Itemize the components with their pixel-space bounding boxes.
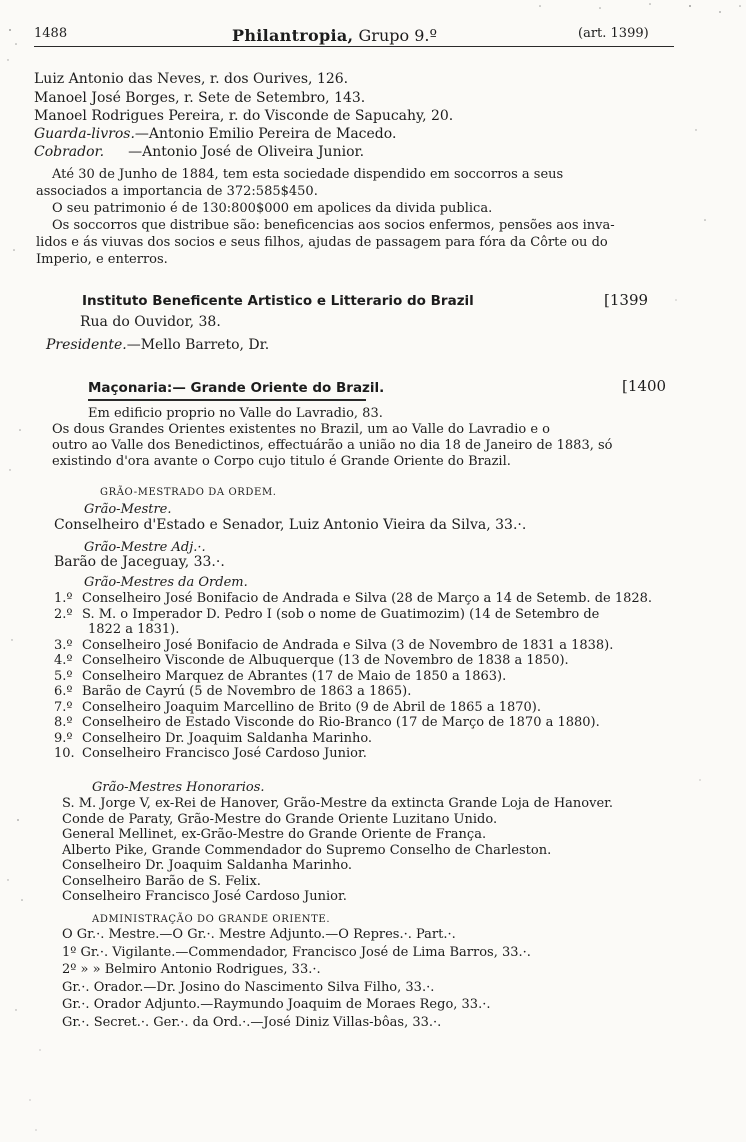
cobrador-line [34, 144, 364, 161]
ordem-item-text: Conselheiro José Bonifacio de Andrada e Silva (3 de Novembro de 1831 a 1838). [82, 637, 614, 653]
maconaria-line: outro ao Valle dos Benedictinos, effectuárão a união no dia 18 de Janeiro de 1883, só [52, 438, 613, 453]
grao-mestre-label: Grão-Mestre. [84, 502, 172, 517]
ordem-item-number: 8.º [54, 715, 73, 730]
administracao-line: Gr.·. Orador Adjunto.—Raymundo Joaquim de Moraes Rego, 33.·. [62, 997, 491, 1012]
grao-mestre-adjunto-entry: Barão de Jaceguay, 33.·. [54, 554, 225, 570]
ordem-item-text: Conselheiro José Bonifacio de Andrada e Silva (28 de Março a 14 de Setemb. de 1828. [82, 591, 653, 606]
ordem-item-number: 7.º [54, 699, 73, 715]
maconaria-title: Maçonaria:— Grande Oriente do Brazil. [88, 380, 385, 396]
honorario-item: Alberto Pike, Grande Commendador do Supremo Conselho de Charleston. [62, 842, 552, 858]
guarda-livros-name: —Antonio Emilio Pereira de Macedo. [134, 126, 397, 142]
grao-mestrado-heading: GRÃO-MESTRADO DA ORDEM. [100, 487, 277, 498]
ordem-item-number: 2.º [54, 606, 73, 622]
president-name: —Mello Barreto, Dr. [126, 337, 270, 353]
running-title-bold: Philantropia, [232, 26, 354, 45]
ordem-item-number: 9.º [54, 730, 73, 746]
maconaria-title-rule [88, 399, 366, 401]
ordem-item-number: 10. [54, 746, 75, 761]
intro-line: Manoel Rodrigues Pereira, r. do Visconde de Sapucahy, 20. [34, 108, 454, 124]
honorario-item: Conselheiro Dr. Joaquim Saldanha Marinho. [62, 858, 353, 873]
honorarios-label: Grão-Mestres Honorarios. [92, 780, 265, 795]
paragraph-line: O seu patrimonio é de 130:800$000 em apolices da divida publica. [52, 201, 493, 216]
ordem-item-text: Conselheiro de Estado Visconde do Rio-Branco (17 de Março de 1870 a 1880). [82, 715, 600, 730]
ordem-item-number: 1.º [54, 591, 73, 606]
ordem-item-text: S. M. o Imperador D. Pedro I (sob o nome de Guatimozim) (14 de Setembro de [82, 606, 600, 622]
honorario-item: Conselheiro Francisco José Cardoso Junior. [62, 889, 347, 904]
ordem-item-number: 5.º [54, 668, 73, 684]
paragraph-line: Até 30 de Junho de 1884, tem esta sociedade dispendido em soccorros a seus [52, 167, 564, 182]
intro-line: Manoel José Borges, r. Sete de Setembro, 143. [34, 90, 366, 106]
header-rule [34, 46, 674, 47]
guarda-livros-line [34, 126, 396, 143]
cobrador-role: Cobrador. [34, 144, 105, 160]
ordem-item-text: Conselheiro Francisco José Cardoso Junior. [82, 746, 367, 761]
ordem-item-continuation: 1822 a 1831). [88, 622, 180, 637]
article-reference: (art. 1399) [578, 26, 649, 41]
ordem-item-text: Conselheiro Marquez de Abrantes (17 de Maio de 1850 a 1863). [82, 668, 507, 684]
president-role: Presidente. [46, 337, 127, 353]
instituto-president [46, 337, 269, 354]
ordem-item-text: Conselheiro Visconde de Albuquerque (13 de Novembro de 1838 a 1850). [82, 653, 569, 668]
honorario-item: S. M. Jorge V, ex-Rei de Hanover, Grão-Mestre da extincta Grande Loja de Hanover. [62, 796, 614, 811]
administracao-line: Gr.·. Secret.·. Ger.·. da Ord.·.—José Diniz Villas-bôas, 33.·. [62, 1014, 442, 1030]
grao-mestres-ordem-label: Grão-Mestres da Ordem. [84, 575, 248, 590]
ordem-item-text: Conselheiro Dr. Joaquim Saldanha Marinho. [82, 730, 373, 746]
ordem-item-text: Barão de Cayrú (5 de Novembro de 1863 a 1865). [82, 684, 412, 699]
ordem-item-text: Conselheiro Joaquim Marcellino de Brito (9 de Abril de 1865 a 1870). [82, 699, 542, 715]
administracao-line: 2º » » Belmiro Antonio Rodrigues, 33.·. [62, 962, 321, 977]
ordem-item-number: 3.º [54, 637, 73, 653]
maconaria-number: [1400 [622, 377, 667, 395]
honorario-item: Conselheiro Barão de S. Felix. [62, 873, 261, 889]
page-number: 1488 [34, 26, 68, 41]
honorario-item: General Mellinet, ex-Grão-Mestre do Grande Oriente de França. [62, 827, 487, 842]
paragraph-line: Os soccorros que distribue são: beneficencias aos socios enfermos, pensões aos inva- [52, 218, 615, 233]
instituto-number: [1399 [604, 291, 649, 309]
maconaria-line: existindo d'ora avante o Corpo cujo titulo é Grande Oriente do Brazil. [52, 454, 511, 469]
intro-line: Luiz Antonio das Neves, r. dos Ourives, 126. [34, 71, 349, 87]
paragraph-line: lidos e ás viuvas dos socios e seus filhos, ajudas de passagem para fóra da Côrte ou do [36, 235, 608, 250]
honorario-item: Conde de Paraty, Grão-Mestre do Grande Oriente Luzitano Unido. [62, 811, 498, 827]
ordem-item-number: 4.º [54, 653, 73, 668]
ordem-item-number: 6.º [54, 684, 73, 699]
grao-mestre-entry: Conselheiro d'Estado e Senador, Luiz Antonio Vieira da Silva, 33.·. [54, 517, 527, 533]
instituto-title: Instituto Beneficente Artistico e Litterario do Brazil [82, 293, 474, 309]
cobrador-name: —Antonio José de Oliveira Junior. [128, 144, 365, 160]
administracao-line: 1º Gr.·. Vigilante.—Commendador, Francisco José de Lima Barros, 33.·. [62, 944, 531, 960]
administracao-line: Gr.·. Orador.—Dr. Josino do Nascimento Silva Filho, 33.·. [62, 979, 435, 995]
instituto-address: Rua do Ouvidor, 38. [80, 314, 221, 330]
administracao-heading: ADMINISTRAÇÃO DO GRANDE ORIENTE. [92, 914, 331, 925]
guarda-livros-role: Guarda-livros. [34, 126, 135, 142]
maconaria-line: Em edificio proprio no Valle do Lavradio, 83. [88, 406, 383, 421]
maconaria-line: Os dous Grandes Orientes existentes no Brazil, um ao Valle do Lavradio e o [52, 422, 550, 437]
running-title-rest: Grupo 9.º [353, 26, 437, 45]
running-title [232, 26, 437, 45]
grao-mestre-adjunto-label: Grão-Mestre Adj.·. [84, 540, 206, 555]
paragraph-line: associados a importancia de 372:585$450. [36, 184, 318, 199]
paragraph-line: Imperio, e enterros. [36, 252, 168, 267]
administracao-line: O Gr.·. Mestre.—O Gr.·. Mestre Adjunto.—O Repres.·. Part.·. [62, 927, 456, 942]
